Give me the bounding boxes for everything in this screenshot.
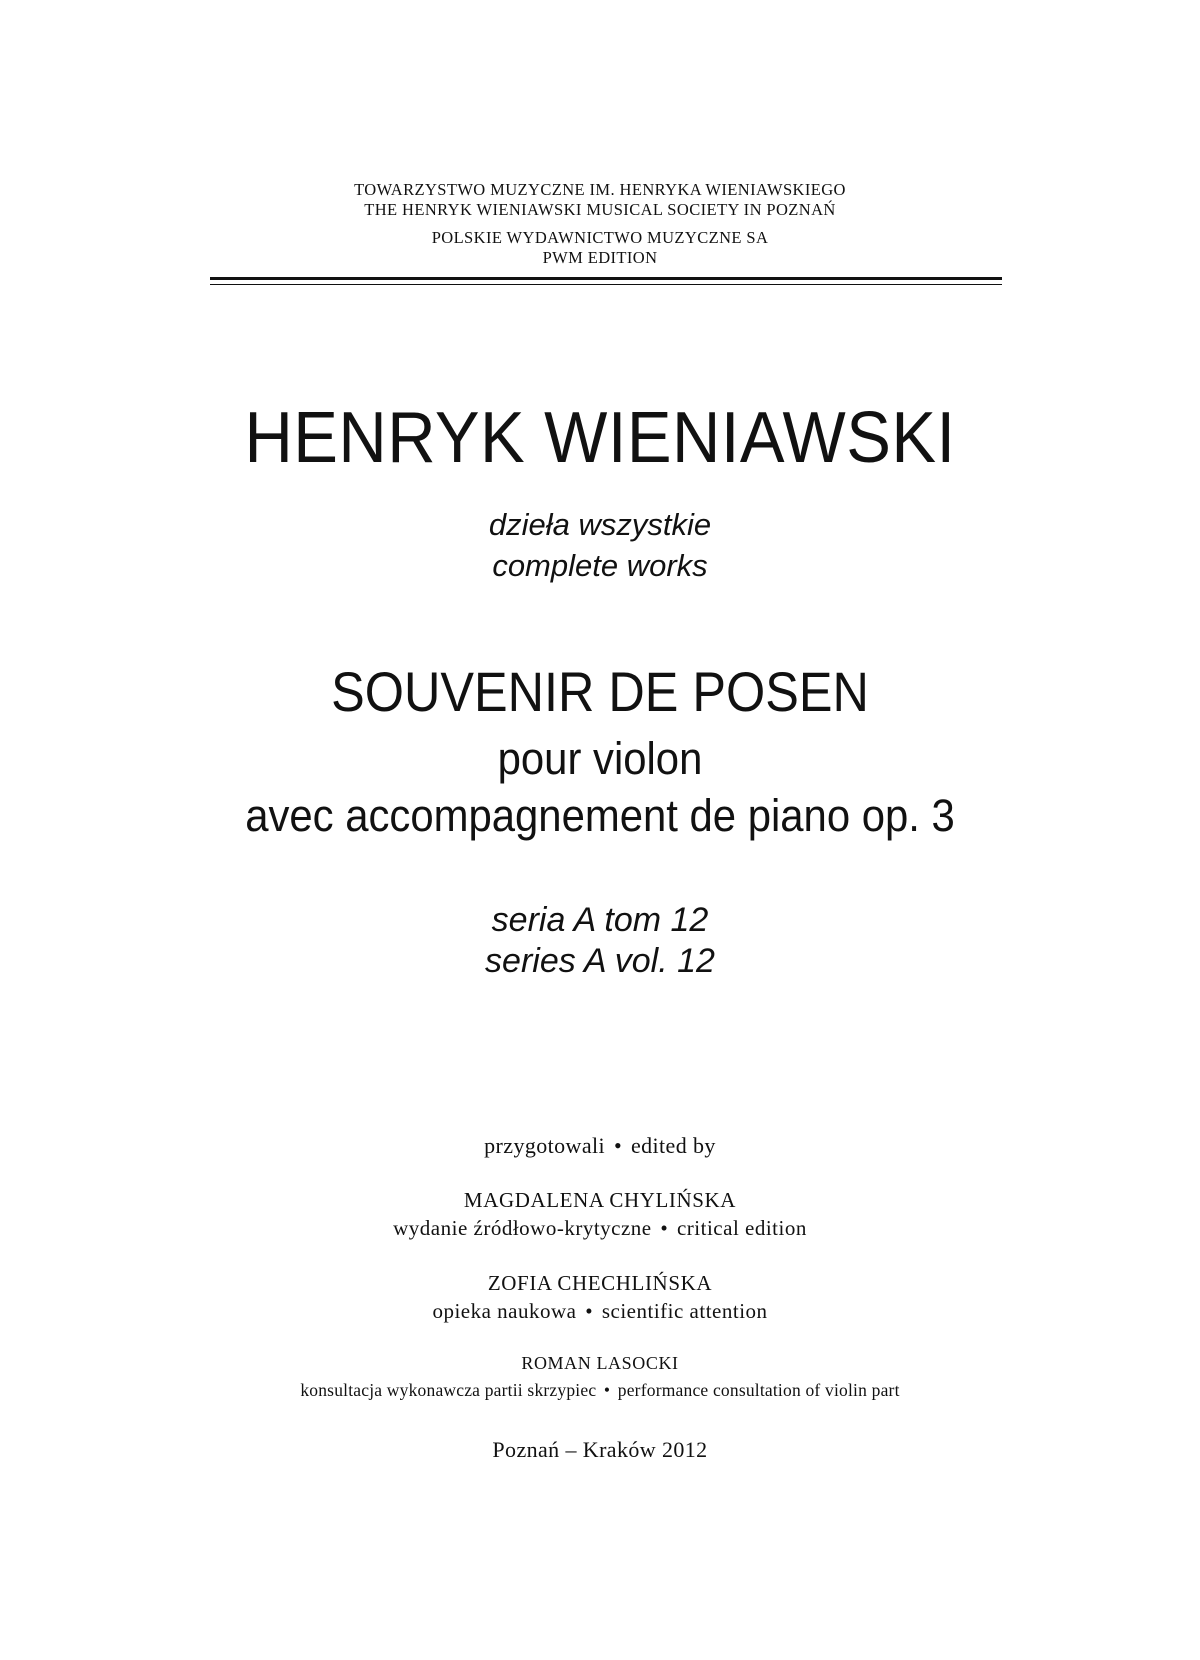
edited-by-label — [0, 1133, 1200, 1159]
editor-name: MAGDALENA CHYLIŃSKA — [463, 1188, 737, 1212]
editor-role — [0, 1377, 1200, 1403]
imprint-place-date: Poznań – Kraków 2012 — [492, 1437, 708, 1462]
bullet-separator: • — [660, 1216, 669, 1240]
editor-role-en: scientific attention — [601, 1299, 768, 1323]
publisher-line-3: POLSKIE WYDAWNICTWO MUZYCZNE SA — [431, 228, 769, 247]
publisher-line-4: PWM EDITION — [542, 248, 658, 267]
editor-role-pl: konsultacja wykonawcza partii skrzypiec — [300, 1380, 597, 1400]
work-subtitle-line-1: pour violon — [497, 733, 703, 784]
bullet-separator: • — [585, 1299, 594, 1323]
editor-role-pl: opieka naukowa — [432, 1299, 577, 1323]
publisher-line-1: TOWARZYSTWO MUZYCZNE IM. HENRYKA WIENIAWSKIEGO — [354, 180, 846, 199]
bullet-separator: • — [603, 1380, 611, 1400]
header-rule-thin — [210, 284, 1002, 285]
edited-by-en: edited by — [630, 1133, 716, 1158]
composer-name: HENRYK WIENIAWSKI — [244, 398, 956, 478]
editor-role — [0, 1298, 1200, 1324]
edition-label-en: complete works — [492, 548, 708, 583]
editor-role-en: performance consultation of violin part — [617, 1380, 900, 1400]
editor-role — [0, 1215, 1200, 1241]
editor-name: ROMAN LASOCKI — [521, 1353, 679, 1373]
edited-by-pl: przygotowali — [484, 1133, 606, 1158]
bullet-separator: • — [613, 1133, 623, 1158]
editor-name: ZOFIA CHECHLIŃSKA — [487, 1271, 713, 1295]
work-subtitle-line-2: avec accompagnement de piano op. 3 — [245, 790, 955, 841]
publisher-line-2: THE HENRYK WIENIAWSKI MUSICAL SOCIETY IN POZNAŃ — [364, 200, 836, 219]
volume-label-en: series A vol. 12 — [485, 942, 715, 980]
work-title: SOUVENIR DE POSEN — [331, 660, 869, 723]
editor-role-pl: wydanie źródłowo-krytyczne — [393, 1216, 652, 1240]
edition-label-pl: dzieła wszystkie — [488, 507, 712, 542]
editor-role-en: critical edition — [676, 1216, 807, 1240]
header-rule-thick — [210, 277, 1002, 280]
volume-label-pl: seria A tom 12 — [491, 901, 709, 939]
